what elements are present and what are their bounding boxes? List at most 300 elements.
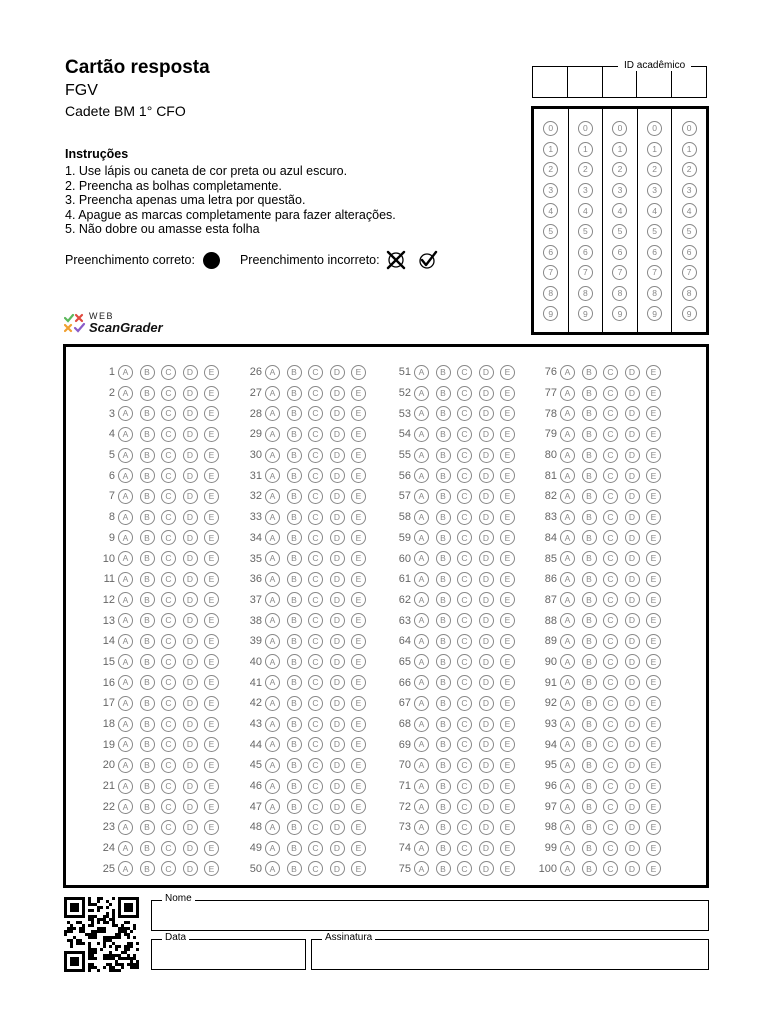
answer-bubble[interactable]: C (308, 468, 323, 483)
answer-bubble[interactable]: D (183, 427, 198, 442)
id-digit-bubble[interactable]: 2 (578, 162, 593, 177)
answer-bubble[interactable]: A (118, 675, 133, 690)
answer-bubble[interactable]: A (118, 820, 133, 835)
answer-bubble[interactable]: E (351, 510, 366, 525)
answer-bubble[interactable]: E (646, 613, 661, 628)
answer-bubble[interactable]: E (500, 696, 515, 711)
answer-bubble[interactable]: D (330, 799, 345, 814)
answer-bubble[interactable]: E (500, 386, 515, 401)
answer-bubble[interactable]: A (265, 841, 280, 856)
answer-bubble[interactable]: A (560, 696, 575, 711)
answer-bubble[interactable]: A (118, 592, 133, 607)
answer-bubble[interactable]: D (625, 613, 640, 628)
answer-bubble[interactable]: E (351, 551, 366, 566)
answer-bubble[interactable]: C (308, 841, 323, 856)
answer-bubble[interactable]: E (204, 448, 219, 463)
answer-bubble[interactable]: C (161, 675, 176, 690)
answer-bubble[interactable]: C (457, 551, 472, 566)
answer-bubble[interactable]: C (457, 820, 472, 835)
answer-bubble[interactable]: D (330, 489, 345, 504)
answer-bubble[interactable]: B (287, 654, 302, 669)
answer-bubble[interactable]: E (351, 820, 366, 835)
answer-bubble[interactable]: D (479, 737, 494, 752)
answer-bubble[interactable]: B (287, 530, 302, 545)
answer-bubble[interactable]: C (161, 654, 176, 669)
answer-bubble[interactable]: B (582, 841, 597, 856)
answer-bubble[interactable]: B (287, 779, 302, 794)
answer-bubble[interactable]: E (204, 634, 219, 649)
answer-bubble[interactable]: E (204, 696, 219, 711)
answer-bubble[interactable]: B (436, 675, 451, 690)
answer-bubble[interactable]: B (287, 386, 302, 401)
answer-bubble[interactable]: A (414, 613, 429, 628)
id-digit-bubble[interactable]: 2 (682, 162, 697, 177)
id-digit-bubble[interactable]: 2 (612, 162, 627, 177)
answer-bubble[interactable]: A (265, 427, 280, 442)
id-digit-bubble[interactable]: 7 (578, 265, 593, 280)
answer-bubble[interactable]: B (287, 717, 302, 732)
answer-bubble[interactable]: B (140, 406, 155, 421)
answer-bubble[interactable]: C (161, 406, 176, 421)
answer-bubble[interactable]: D (183, 448, 198, 463)
id-digit-bubble[interactable]: 7 (612, 265, 627, 280)
answer-bubble[interactable]: E (500, 717, 515, 732)
answer-bubble[interactable]: B (582, 551, 597, 566)
answer-bubble[interactable]: A (118, 572, 133, 587)
answer-bubble[interactable]: C (308, 758, 323, 773)
answer-bubble[interactable]: B (582, 861, 597, 876)
answer-bubble[interactable]: E (351, 841, 366, 856)
answer-bubble[interactable]: C (603, 406, 618, 421)
answer-bubble[interactable]: C (457, 427, 472, 442)
answer-bubble[interactable]: E (500, 489, 515, 504)
id-digit-bubble[interactable]: 3 (647, 183, 662, 198)
answer-bubble[interactable]: C (161, 799, 176, 814)
answer-bubble[interactable]: A (414, 675, 429, 690)
answer-bubble[interactable]: E (646, 654, 661, 669)
answer-bubble[interactable]: C (457, 717, 472, 732)
answer-bubble[interactable]: B (436, 365, 451, 380)
answer-bubble[interactable]: B (436, 551, 451, 566)
answer-bubble[interactable]: D (625, 365, 640, 380)
answer-bubble[interactable]: D (479, 696, 494, 711)
answer-bubble[interactable]: D (479, 654, 494, 669)
id-digit-bubble[interactable]: 4 (647, 203, 662, 218)
id-digit-bubble[interactable]: 1 (543, 142, 558, 157)
answer-bubble[interactable]: C (603, 634, 618, 649)
answer-bubble[interactable]: B (140, 489, 155, 504)
answer-bubble[interactable]: C (308, 675, 323, 690)
answer-bubble[interactable]: E (500, 861, 515, 876)
answer-bubble[interactable]: C (457, 448, 472, 463)
id-digit-bubble[interactable]: 7 (647, 265, 662, 280)
answer-bubble[interactable]: C (308, 365, 323, 380)
answer-bubble[interactable]: E (351, 386, 366, 401)
answer-bubble[interactable]: B (287, 427, 302, 442)
answer-bubble[interactable]: C (457, 468, 472, 483)
answer-bubble[interactable]: B (140, 427, 155, 442)
answer-bubble[interactable]: B (436, 489, 451, 504)
answer-bubble[interactable]: E (500, 427, 515, 442)
answer-bubble[interactable]: E (351, 758, 366, 773)
answer-bubble[interactable]: D (479, 427, 494, 442)
answer-bubble[interactable]: E (500, 654, 515, 669)
answer-bubble[interactable]: E (500, 758, 515, 773)
answer-bubble[interactable]: C (161, 572, 176, 587)
answer-bubble[interactable]: D (625, 737, 640, 752)
answer-bubble[interactable]: D (183, 572, 198, 587)
id-digit-bubble[interactable]: 8 (578, 286, 593, 301)
answer-bubble[interactable]: D (479, 820, 494, 835)
answer-bubble[interactable]: C (603, 841, 618, 856)
answer-bubble[interactable]: A (265, 468, 280, 483)
answer-bubble[interactable]: D (625, 489, 640, 504)
answer-bubble[interactable]: A (560, 572, 575, 587)
answer-bubble[interactable]: C (308, 696, 323, 711)
id-digit-bubble[interactable]: 2 (647, 162, 662, 177)
answer-bubble[interactable]: C (308, 530, 323, 545)
answer-bubble[interactable]: B (436, 717, 451, 732)
answer-bubble[interactable]: D (183, 779, 198, 794)
answer-bubble[interactable]: B (436, 406, 451, 421)
answer-bubble[interactable]: E (500, 592, 515, 607)
answer-bubble[interactable]: E (646, 675, 661, 690)
id-digit-bubble[interactable]: 6 (647, 245, 662, 260)
answer-bubble[interactable]: B (436, 841, 451, 856)
id-digit-bubble[interactable]: 1 (612, 142, 627, 157)
answer-bubble[interactable]: D (479, 779, 494, 794)
answer-bubble[interactable]: C (457, 406, 472, 421)
answer-bubble[interactable]: A (265, 448, 280, 463)
answer-bubble[interactable]: C (161, 510, 176, 525)
answer-bubble[interactable]: A (118, 696, 133, 711)
answer-bubble[interactable]: E (646, 427, 661, 442)
answer-bubble[interactable]: C (603, 861, 618, 876)
answer-bubble[interactable]: A (414, 592, 429, 607)
answer-bubble[interactable]: A (414, 365, 429, 380)
answer-bubble[interactable]: A (414, 841, 429, 856)
id-digit-bubble[interactable]: 1 (647, 142, 662, 157)
answer-bubble[interactable]: B (287, 634, 302, 649)
answer-bubble[interactable]: D (330, 386, 345, 401)
answer-bubble[interactable]: C (457, 861, 472, 876)
answer-bubble[interactable]: A (560, 530, 575, 545)
answer-bubble[interactable]: B (582, 675, 597, 690)
answer-bubble[interactable]: A (560, 675, 575, 690)
answer-bubble[interactable]: A (560, 717, 575, 732)
answer-bubble[interactable]: A (560, 634, 575, 649)
answer-bubble[interactable]: A (118, 551, 133, 566)
answer-bubble[interactable]: C (603, 654, 618, 669)
id-digit-bubble[interactable]: 6 (543, 245, 558, 260)
answer-bubble[interactable]: B (436, 572, 451, 587)
answer-bubble[interactable]: C (161, 365, 176, 380)
answer-bubble[interactable]: D (625, 572, 640, 587)
answer-bubble[interactable]: C (308, 737, 323, 752)
answer-bubble[interactable]: C (603, 551, 618, 566)
answer-bubble[interactable]: D (183, 551, 198, 566)
answer-bubble[interactable]: C (457, 572, 472, 587)
id-digit-bubble[interactable]: 5 (647, 224, 662, 239)
answer-bubble[interactable]: A (414, 427, 429, 442)
answer-bubble[interactable]: A (560, 427, 575, 442)
answer-bubble[interactable]: D (330, 510, 345, 525)
answer-bubble[interactable]: E (646, 592, 661, 607)
answer-bubble[interactable]: B (582, 572, 597, 587)
answer-bubble[interactable]: C (603, 510, 618, 525)
answer-bubble[interactable]: E (646, 696, 661, 711)
answer-bubble[interactable]: B (287, 406, 302, 421)
answer-bubble[interactable]: E (204, 799, 219, 814)
answer-bubble[interactable]: D (183, 510, 198, 525)
answer-bubble[interactable]: D (625, 654, 640, 669)
answer-bubble[interactable]: D (479, 572, 494, 587)
answer-bubble[interactable]: B (140, 551, 155, 566)
answer-bubble[interactable]: A (560, 468, 575, 483)
id-digit-bubble[interactable]: 3 (682, 183, 697, 198)
answer-bubble[interactable]: D (183, 489, 198, 504)
answer-bubble[interactable]: B (140, 448, 155, 463)
answer-bubble[interactable]: E (351, 799, 366, 814)
answer-bubble[interactable]: A (414, 510, 429, 525)
answer-bubble[interactable]: B (287, 448, 302, 463)
answer-bubble[interactable]: A (118, 448, 133, 463)
id-digit-bubble[interactable]: 3 (543, 183, 558, 198)
answer-bubble[interactable]: B (436, 654, 451, 669)
answer-bubble[interactable]: A (265, 696, 280, 711)
answer-bubble[interactable]: E (204, 489, 219, 504)
answer-bubble[interactable]: A (560, 613, 575, 628)
answer-bubble[interactable]: D (479, 551, 494, 566)
answer-bubble[interactable]: C (603, 737, 618, 752)
answer-bubble[interactable]: B (140, 365, 155, 380)
answer-bubble[interactable]: A (118, 427, 133, 442)
id-digit-bubble[interactable]: 4 (612, 203, 627, 218)
answer-bubble[interactable]: C (308, 799, 323, 814)
answer-bubble[interactable]: B (287, 489, 302, 504)
answer-bubble[interactable]: E (204, 365, 219, 380)
answer-bubble[interactable]: D (479, 468, 494, 483)
answer-bubble[interactable]: B (582, 365, 597, 380)
answer-bubble[interactable]: E (646, 551, 661, 566)
answer-bubble[interactable]: E (500, 530, 515, 545)
answer-bubble[interactable]: A (265, 386, 280, 401)
answer-bubble[interactable]: C (161, 717, 176, 732)
answer-bubble[interactable]: B (582, 737, 597, 752)
answer-bubble[interactable]: E (204, 468, 219, 483)
answer-bubble[interactable]: B (436, 696, 451, 711)
id-digit-bubble[interactable]: 9 (612, 306, 627, 321)
answer-bubble[interactable]: E (351, 861, 366, 876)
answer-bubble[interactable]: B (140, 510, 155, 525)
answer-bubble[interactable]: A (560, 365, 575, 380)
answer-bubble[interactable]: C (161, 489, 176, 504)
answer-bubble[interactable]: C (457, 654, 472, 669)
answer-bubble[interactable]: D (479, 510, 494, 525)
id-digit-bubble[interactable]: 5 (543, 224, 558, 239)
answer-bubble[interactable]: A (414, 737, 429, 752)
id-digit-bubble[interactable]: 6 (612, 245, 627, 260)
answer-bubble[interactable]: B (436, 737, 451, 752)
answer-bubble[interactable]: E (204, 758, 219, 773)
answer-bubble[interactable]: B (140, 572, 155, 587)
id-digit-bubble[interactable]: 1 (578, 142, 593, 157)
answer-bubble[interactable]: C (308, 592, 323, 607)
answer-bubble[interactable]: D (183, 592, 198, 607)
answer-bubble[interactable]: B (140, 799, 155, 814)
id-digit-box[interactable] (603, 67, 638, 97)
answer-bubble[interactable]: C (603, 820, 618, 835)
answer-bubble[interactable]: A (414, 779, 429, 794)
answer-bubble[interactable]: C (603, 675, 618, 690)
answer-bubble[interactable]: A (265, 406, 280, 421)
answer-bubble[interactable]: D (183, 841, 198, 856)
answer-bubble[interactable]: D (625, 510, 640, 525)
answer-bubble[interactable]: E (204, 779, 219, 794)
answer-bubble[interactable]: D (330, 861, 345, 876)
answer-bubble[interactable]: C (161, 779, 176, 794)
answer-bubble[interactable]: D (330, 779, 345, 794)
answer-bubble[interactable]: A (265, 779, 280, 794)
answer-bubble[interactable]: C (308, 489, 323, 504)
answer-bubble[interactable]: E (500, 365, 515, 380)
answer-bubble[interactable]: A (118, 386, 133, 401)
answer-bubble[interactable]: D (330, 675, 345, 690)
answer-bubble[interactable]: D (625, 468, 640, 483)
answer-bubble[interactable]: B (582, 779, 597, 794)
answer-bubble[interactable]: D (183, 696, 198, 711)
answer-bubble[interactable]: D (330, 551, 345, 566)
answer-bubble[interactable]: E (646, 779, 661, 794)
id-digit-bubble[interactable]: 8 (543, 286, 558, 301)
answer-bubble[interactable]: A (118, 841, 133, 856)
answer-bubble[interactable]: E (500, 448, 515, 463)
answer-bubble[interactable]: B (140, 841, 155, 856)
answer-bubble[interactable]: A (265, 613, 280, 628)
answer-bubble[interactable]: C (457, 634, 472, 649)
answer-bubble[interactable]: B (436, 448, 451, 463)
answer-bubble[interactable]: B (582, 427, 597, 442)
answer-bubble[interactable]: C (457, 758, 472, 773)
answer-bubble[interactable]: A (265, 530, 280, 545)
answer-bubble[interactable]: C (308, 861, 323, 876)
answer-bubble[interactable]: B (582, 468, 597, 483)
answer-bubble[interactable]: E (204, 510, 219, 525)
answer-bubble[interactable]: B (287, 841, 302, 856)
answer-bubble[interactable]: D (479, 448, 494, 463)
answer-bubble[interactable]: D (183, 468, 198, 483)
answer-bubble[interactable]: D (330, 530, 345, 545)
answer-bubble[interactable]: C (603, 799, 618, 814)
answer-bubble[interactable]: A (265, 799, 280, 814)
answer-bubble[interactable]: C (308, 779, 323, 794)
answer-bubble[interactable]: D (625, 530, 640, 545)
answer-bubble[interactable]: C (308, 654, 323, 669)
answer-bubble[interactable]: A (118, 613, 133, 628)
answer-bubble[interactable]: E (351, 572, 366, 587)
answer-bubble[interactable]: C (603, 365, 618, 380)
answer-bubble[interactable]: A (118, 634, 133, 649)
answer-bubble[interactable]: A (414, 861, 429, 876)
answer-bubble[interactable]: E (500, 799, 515, 814)
answer-bubble[interactable]: C (603, 696, 618, 711)
id-digit-bubble[interactable]: 0 (647, 121, 662, 136)
answer-bubble[interactable]: E (500, 551, 515, 566)
answer-bubble[interactable]: E (646, 861, 661, 876)
answer-bubble[interactable]: E (351, 365, 366, 380)
answer-bubble[interactable]: C (161, 758, 176, 773)
answer-bubble[interactable]: D (625, 820, 640, 835)
answer-bubble[interactable]: B (287, 799, 302, 814)
answer-bubble[interactable]: B (287, 820, 302, 835)
answer-bubble[interactable]: A (414, 530, 429, 545)
id-digit-bubble[interactable]: 9 (578, 306, 593, 321)
answer-bubble[interactable]: A (265, 737, 280, 752)
id-digit-bubble[interactable]: 9 (682, 306, 697, 321)
answer-bubble[interactable]: D (330, 696, 345, 711)
answer-bubble[interactable]: C (161, 592, 176, 607)
answer-bubble[interactable]: D (330, 758, 345, 773)
answer-bubble[interactable]: C (457, 510, 472, 525)
answer-bubble[interactable]: A (118, 799, 133, 814)
answer-bubble[interactable]: C (308, 406, 323, 421)
id-digit-bubble[interactable]: 0 (682, 121, 697, 136)
answer-bubble[interactable]: D (479, 592, 494, 607)
answer-bubble[interactable]: B (582, 489, 597, 504)
answer-bubble[interactable]: C (457, 592, 472, 607)
answer-bubble[interactable]: B (436, 613, 451, 628)
answer-bubble[interactable]: B (582, 696, 597, 711)
answer-bubble[interactable]: E (351, 634, 366, 649)
answer-bubble[interactable]: C (308, 386, 323, 401)
answer-bubble[interactable]: D (330, 737, 345, 752)
answer-bubble[interactable]: D (625, 448, 640, 463)
answer-bubble[interactable]: A (265, 861, 280, 876)
answer-bubble[interactable]: D (183, 861, 198, 876)
answer-bubble[interactable]: E (351, 592, 366, 607)
id-digit-bubble[interactable]: 4 (543, 203, 558, 218)
answer-bubble[interactable]: C (161, 634, 176, 649)
answer-bubble[interactable]: A (560, 654, 575, 669)
answer-bubble[interactable]: C (308, 613, 323, 628)
answer-bubble[interactable]: B (582, 448, 597, 463)
answer-bubble[interactable]: B (436, 799, 451, 814)
answer-bubble[interactable]: E (646, 758, 661, 773)
name-field[interactable] (151, 893, 709, 931)
answer-bubble[interactable]: A (560, 799, 575, 814)
answer-bubble[interactable]: E (204, 427, 219, 442)
answer-bubble[interactable]: C (161, 551, 176, 566)
answer-bubble[interactable]: D (330, 654, 345, 669)
answer-bubble[interactable]: D (330, 820, 345, 835)
answer-bubble[interactable]: C (457, 530, 472, 545)
answer-bubble[interactable]: E (204, 613, 219, 628)
answer-bubble[interactable]: C (603, 468, 618, 483)
answer-bubble[interactable]: D (479, 861, 494, 876)
answer-bubble[interactable]: D (625, 696, 640, 711)
answer-bubble[interactable]: C (603, 572, 618, 587)
answer-bubble[interactable]: B (436, 758, 451, 773)
answer-bubble[interactable]: C (161, 468, 176, 483)
answer-bubble[interactable]: E (351, 427, 366, 442)
id-digit-bubble[interactable]: 5 (578, 224, 593, 239)
answer-bubble[interactable]: E (204, 675, 219, 690)
answer-bubble[interactable]: D (183, 365, 198, 380)
answer-bubble[interactable]: E (500, 510, 515, 525)
answer-bubble[interactable]: A (560, 820, 575, 835)
answer-bubble[interactable]: B (582, 634, 597, 649)
answer-bubble[interactable]: B (582, 592, 597, 607)
